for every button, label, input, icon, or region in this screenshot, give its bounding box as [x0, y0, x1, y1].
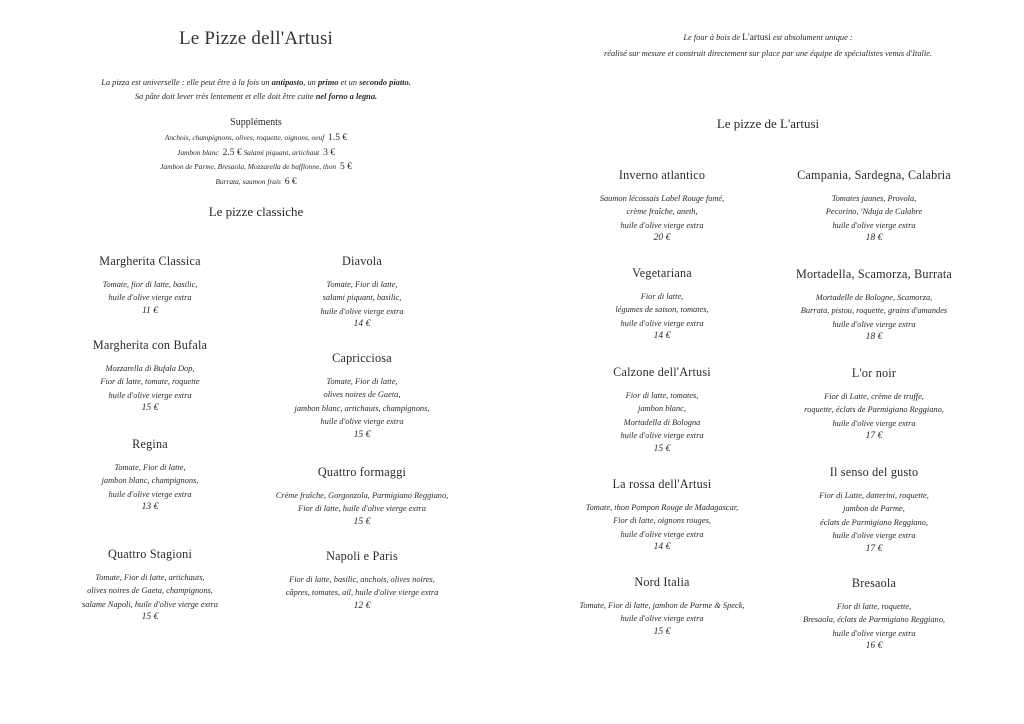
- pizza-description-line: Tomate, Fior di latte, jambon de Parme & Speck,: [579, 601, 745, 610]
- pizza-price: 20 €: [653, 232, 671, 244]
- pizza-description-line: salame Napoli, huile d'olive vierge extra: [82, 599, 218, 609]
- pizza-item-margherita-con-bufala: [50, 338, 250, 413]
- intro-text: [0, 76, 512, 104]
- pizza-description-line: olives noires de Gaeta, champignons,: [87, 586, 213, 596]
- pizza-description-line: Tomate, thon Pompon Rouge de Madagascar,: [585, 503, 739, 512]
- pizza-description-line: crème fraîche, aneth,: [626, 207, 698, 217]
- right-intro-text: [512, 30, 1024, 61]
- pizza-item-calzone-dell-artusi: [562, 365, 762, 454]
- pizza-description-line: Tomate, Fior di latte, artichauts,: [95, 573, 205, 582]
- pizza-description-line: légumes de saison, tomates,: [615, 305, 709, 315]
- pizza-item-la-rossa-dell-artusi: [562, 477, 762, 552]
- supplement-text: Anchois, champignons, olives, roquette, oignons, oeuf: [164, 133, 325, 142]
- pizza-description-line: Fior di latte, basilic, anchois, olives noires,: [289, 575, 435, 584]
- pizza-item-inverno-atlantico: [562, 168, 762, 243]
- pizza-item-l-or-noir: [774, 366, 974, 441]
- pizza-description-line: huile d'olive vierge extra: [832, 628, 916, 638]
- pizza-description: [50, 362, 250, 402]
- pizza-description-line: Mortadelle de Bologne, Scamorza,: [815, 293, 933, 302]
- pizza-name: L'or noir: [851, 366, 897, 380]
- pizza-description-line: huile d'olive vierge extra: [620, 318, 704, 328]
- pizza-name: Margherita con Bufala: [92, 338, 208, 352]
- pizza-price: 15 €: [653, 625, 671, 637]
- pizza-name: Il senso del gusto: [829, 465, 919, 479]
- pizza-price: 15 €: [353, 515, 371, 527]
- pizza-price: 15 €: [653, 442, 671, 454]
- supplement-price: 5 €: [339, 162, 352, 173]
- pizza-item-napoli-e-paris: [262, 549, 462, 611]
- pizza-item-regina: [50, 437, 250, 512]
- pizza-description-line: huile d'olive vierge extra: [832, 531, 916, 541]
- pizza-item-bresaola: [774, 576, 974, 651]
- pizza-description: [262, 375, 462, 429]
- pizza-description-line: huile d'olive vierge extra: [108, 390, 192, 400]
- pizza-price: 16 €: [865, 640, 883, 652]
- intro-text-part: et un: [338, 78, 360, 87]
- pizza-description-line: Crème fraîche, Gorgonzola, Parmigiano Reggiano,: [275, 491, 449, 500]
- pizza-description-line: huile d'olive vierge extra: [620, 529, 704, 539]
- pizza-item-quattro-formaggi: [262, 465, 462, 527]
- pizza-description: [562, 599, 762, 626]
- pizza-description-line: Fior di Latte, datterini, roquette,: [819, 491, 929, 500]
- pizza-item-nord-italia: [562, 575, 762, 637]
- pizza-price: 15 €: [141, 402, 159, 414]
- pizza-description: [262, 278, 462, 318]
- pizza-price: 15 €: [141, 611, 159, 623]
- pizza-description-line: Fior di latte, oignons rouges,: [613, 516, 711, 526]
- pizza-name: Calzone dell'Artusi: [613, 365, 711, 379]
- supplement-text: Jambon blanc: [177, 147, 219, 157]
- intro-text-part: , un: [303, 78, 318, 87]
- pizza-item-mortadella-scamorza-burrata: [774, 267, 974, 342]
- pizza-price: 18 €: [865, 232, 883, 244]
- pizza-item-vegetariana: [562, 266, 762, 341]
- supplement-text: Jambon de Parme, Bresaola, Mozzarella de bufflonne, thon: [160, 162, 337, 172]
- pizza-description: [774, 192, 974, 232]
- supplement-line: [0, 146, 512, 161]
- pizza-description-line: Mozzarella di Bufala Dop,: [105, 364, 195, 373]
- pizza-description: [262, 573, 462, 600]
- pizza-price: 17 €: [865, 430, 883, 442]
- pizza-item-campania-sardegna-calabria: [774, 168, 974, 243]
- pizza-name: Napoli e Paris: [326, 549, 398, 563]
- pizza-description-line: Bresaola, éclats de Parmigiano Reggiano,: [802, 615, 946, 625]
- pizza-price: 18 €: [865, 331, 883, 343]
- right-intro-part: est absolument unique :: [770, 33, 853, 42]
- pizza-description-line: Saumon lécossais Label Rouge fumé,: [599, 194, 725, 203]
- pizza-description-line: Tomate, Fior di latte,: [326, 377, 398, 386]
- pizza-price: 15 €: [353, 428, 371, 440]
- pizza-description: [50, 571, 250, 611]
- pizza-description-line: salami piquant, basilic,: [322, 293, 402, 303]
- pizza-description-line: Tomate, Fior di latte,: [114, 463, 186, 472]
- supplements-list: [0, 131, 512, 189]
- pizza-name: Regina: [132, 437, 168, 451]
- pizza-name: Nord Italia: [634, 575, 690, 589]
- pizza-description-line: huile d'olive vierge extra: [320, 417, 404, 427]
- intro-bold: nel forno a legna.: [315, 92, 378, 101]
- pizza-item-diavola: [262, 254, 462, 329]
- pizza-description-line: huile d'olive vierge extra: [320, 306, 404, 316]
- pizza-description: [774, 390, 974, 430]
- pizza-name: Quattro Stagioni: [107, 547, 193, 561]
- pizza-description-line: jambon blanc, artichauts, champignons,: [294, 403, 430, 413]
- pizza-item-il-senso-del-gusto: [774, 465, 974, 554]
- supplement-line: [0, 160, 512, 175]
- pizza-description: [562, 389, 762, 443]
- pizza-description: [774, 291, 974, 331]
- pizza-name: Margherita Classica: [99, 254, 201, 268]
- intro-bold: antipasto: [271, 78, 304, 87]
- pizza-price: 11 €: [141, 304, 159, 316]
- pizza-name: Bresaola: [851, 576, 897, 590]
- supplement-line: [0, 175, 512, 190]
- supplement-price: 1.5 €: [328, 133, 348, 143]
- intro-text-part: La pizza est universelle : elle peut être à la fois un: [101, 78, 272, 87]
- pizza-description-line: Fior di latte, tomates,: [625, 391, 699, 400]
- pizza-description-line: huile d'olive vierge extra: [620, 614, 704, 624]
- pizza-price: 14 €: [353, 318, 371, 330]
- pizza-description-line: Fior di latte, huile d'olive vierge extra: [298, 504, 426, 514]
- pizza-name: La rossa dell'Artusi: [612, 477, 712, 491]
- pizza-description: [50, 278, 250, 305]
- pizza-price: 14 €: [653, 541, 671, 553]
- pizza-description-line: jambon blanc,: [638, 404, 686, 414]
- pizza-description-line: Fior di Latte, crème de truffe,: [824, 392, 924, 401]
- intro-text-part: Sa pâte doit lever très lentement et elle doit être cuite: [134, 92, 316, 101]
- pizza-name: Campania, Sardegna, Calabria: [797, 168, 951, 182]
- pizza-description-line: huile d'olive vierge extra: [832, 220, 916, 230]
- pizza-name: Capricciosa: [332, 351, 392, 365]
- pizza-price: 12 €: [353, 599, 371, 611]
- pizza-description-line: Fior di latte, roquette,: [836, 602, 912, 611]
- pizza-description: [774, 600, 974, 640]
- supplement-price: 6 €: [284, 176, 297, 187]
- pizza-description-line: Tomates jaunes, Provola,: [831, 194, 917, 203]
- pizza-name: Quattro formaggi: [317, 465, 407, 479]
- intro-bold: primo: [317, 78, 339, 87]
- supplement-text: Burrata, saumon frais: [215, 176, 281, 186]
- supplement-price: 2.5 €: [222, 147, 242, 158]
- pizza-name: Vegetariana: [632, 266, 692, 280]
- supplement-text: Salami piquant, artichaut: [243, 147, 320, 157]
- pizza-price: 17 €: [865, 542, 883, 554]
- pizza-description-line: huile d'olive vierge extra: [832, 418, 916, 428]
- pizza-description-line: jambon blanc, champignons,: [101, 476, 199, 486]
- pizza-name: Diavola: [342, 254, 382, 268]
- pizza-description: [262, 489, 462, 516]
- pizza-description-line: roquette, éclats de Parmigiano Reggiano,: [804, 405, 944, 415]
- pizza-description-line: huile d'olive vierge extra: [620, 431, 704, 441]
- pizza-description-line: Burrata, pistou, roquette, grains d'amandes: [800, 306, 948, 316]
- pizza-description-line: éclats de Parmigiano Reggiano,: [820, 517, 928, 527]
- supplement-line: [0, 131, 512, 146]
- pizza-description-line: Fior di latte,: [640, 292, 684, 301]
- pizza-description-line: Pecorino, 'Nduja de Calabre: [825, 207, 923, 217]
- pizza-description-line: câpres, tomates, ail, huile d'olive vierge extra: [285, 588, 439, 598]
- pizza-name: Inverno atlantico: [618, 168, 706, 182]
- pizza-description-line: huile d'olive vierge extra: [620, 220, 704, 230]
- pizza-price: 14 €: [653, 330, 671, 342]
- page-title: Le Pizze dell'Artusi: [178, 28, 334, 49]
- pizza-description-line: huile d'olive vierge extra: [108, 293, 192, 303]
- pizza-description-line: huile d'olive vierge extra: [832, 319, 916, 329]
- pizza-description-line: Fior di latte, tomate, roquette: [100, 377, 200, 387]
- pizza-name: Mortadella, Scamorza, Burrata: [795, 267, 953, 281]
- pizza-description-line: Tomate, Fior di latte,: [326, 280, 398, 289]
- pizza-item-margherita-classica: [50, 254, 250, 316]
- supplements-title: Suppléments: [230, 117, 282, 128]
- pizza-price: 13 €: [141, 501, 159, 513]
- pizza-description: [562, 192, 762, 232]
- pizza-description: [774, 489, 974, 543]
- pizza-description-line: huile d'olive vierge extra: [108, 489, 192, 499]
- right-intro-part: Le four à bois de: [683, 33, 743, 42]
- pizza-description-line: olives noires de Gaeta,: [323, 390, 401, 400]
- pizza-description-line: Tomate, fior di latte, basilic,: [102, 280, 198, 289]
- right-intro-part: réalisé sur mesure et construit directement sur place par une équipe de spécialistes venus d'Italie.: [604, 49, 932, 58]
- supplement-price: 3 €: [323, 147, 335, 158]
- pizza-item-capricciosa: [262, 351, 462, 440]
- section-title-classiche: Le pizze classiche: [208, 204, 304, 219]
- pizza-description-line: Mortadella di Bologna: [623, 417, 701, 427]
- pizza-item-quattro-stagioni: [50, 547, 250, 622]
- pizza-description-line: jambon de Parme,: [843, 504, 905, 514]
- section-title-artusi: Le pizze de L'artusi: [716, 116, 820, 131]
- brand-name: L'artusi: [742, 33, 771, 43]
- pizza-description: [50, 461, 250, 501]
- intro-bold: secondo piatto.: [359, 78, 411, 87]
- pizza-description: [562, 290, 762, 330]
- pizza-description: [562, 501, 762, 541]
